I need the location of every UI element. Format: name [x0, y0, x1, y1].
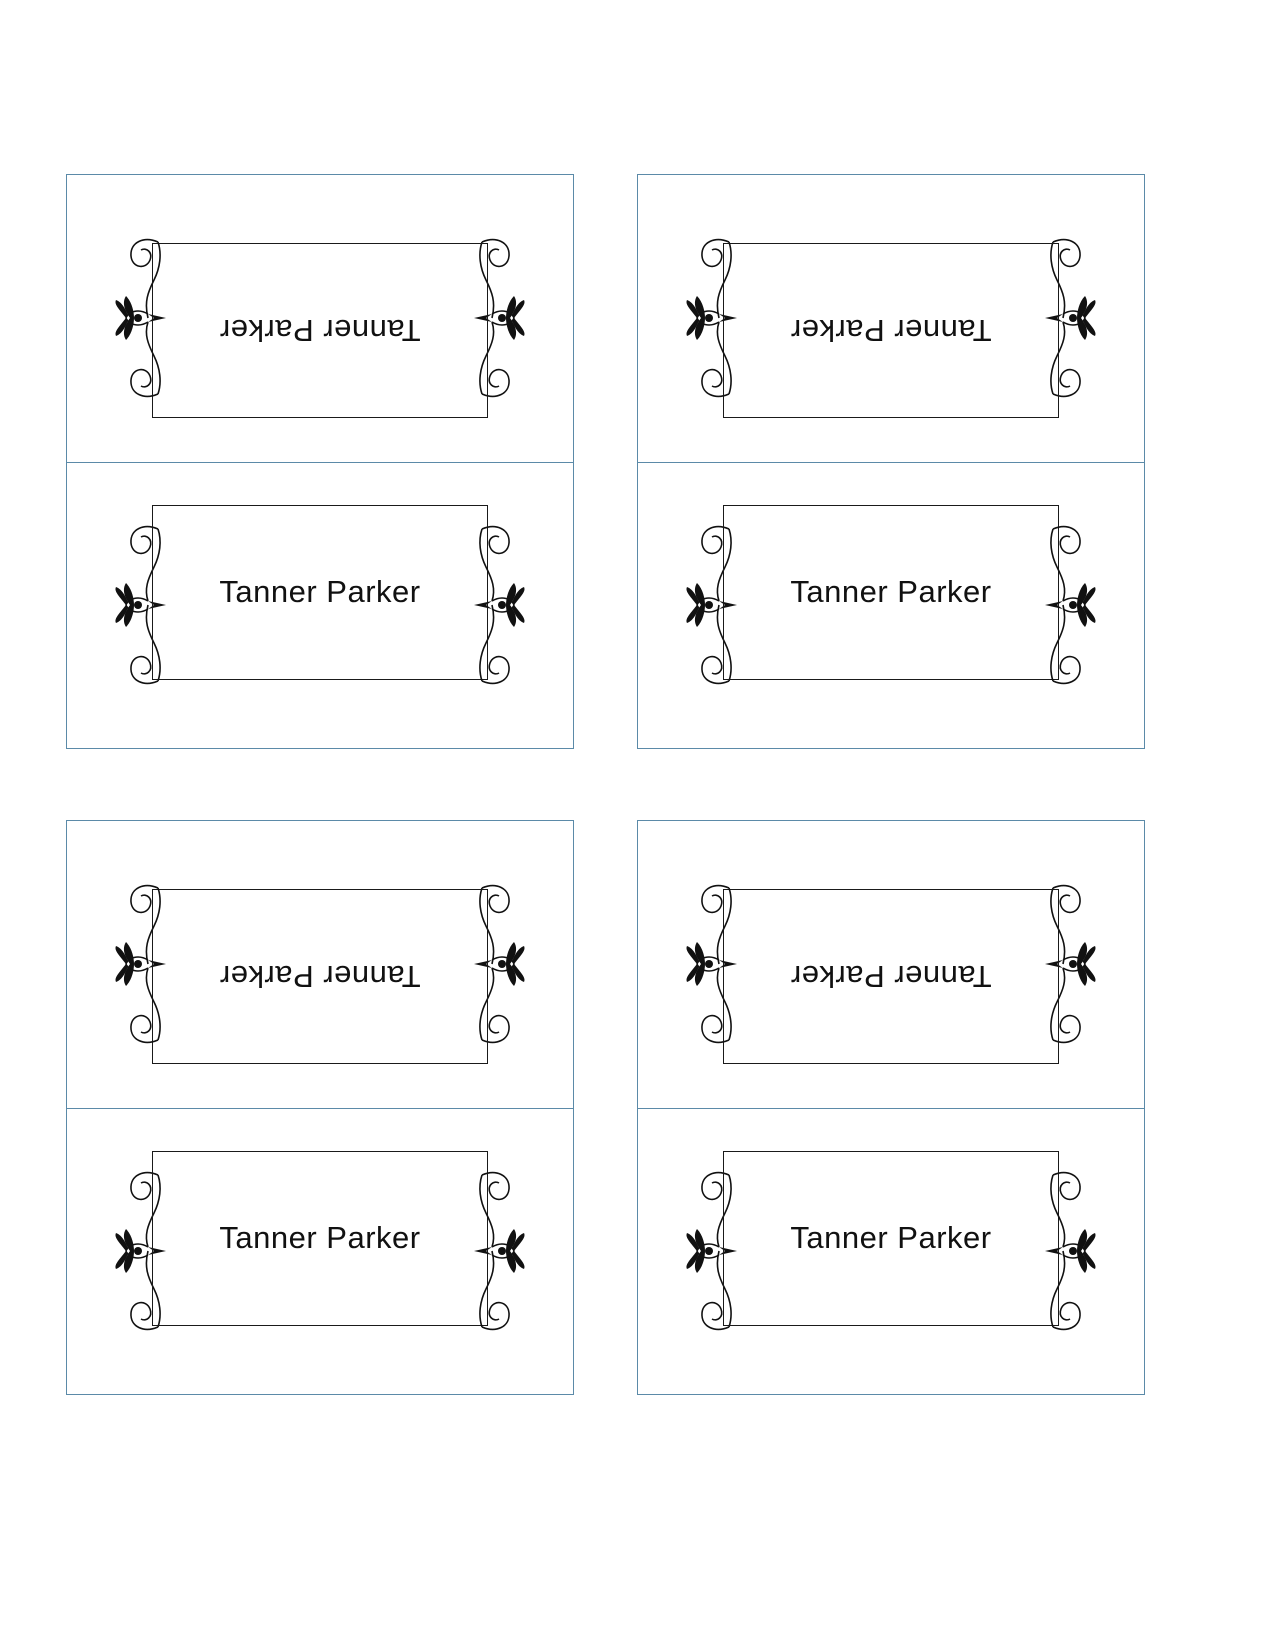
guest-name: Tanner Parker	[219, 313, 421, 349]
flourish-ornament-icon	[114, 230, 176, 406]
guest-name: Tanner Parker	[219, 1220, 421, 1256]
name-plate-group	[110, 505, 530, 705]
flourish-ornament-icon	[464, 1163, 526, 1339]
guest-name: Tanner Parker	[219, 959, 421, 995]
name-plate	[723, 889, 1059, 1064]
name-plate-group	[681, 864, 1101, 1064]
card-half-bottom[interactable]	[67, 1108, 573, 1395]
guest-name: Tanner Parker	[790, 1220, 992, 1256]
place-card[interactable]	[66, 820, 574, 1395]
flourish-ornament-icon	[685, 230, 747, 406]
name-plate-group	[681, 1151, 1101, 1351]
card-half-bottom[interactable]	[67, 462, 573, 749]
flourish-ornament-icon	[464, 517, 526, 693]
card-half-bottom[interactable]	[638, 1108, 1144, 1395]
name-plate	[152, 1151, 488, 1326]
place-card[interactable]	[66, 174, 574, 749]
name-plate-group	[681, 218, 1101, 418]
name-plate-group	[110, 1151, 530, 1351]
name-plate	[723, 1151, 1059, 1326]
flourish-ornament-icon	[1035, 517, 1097, 693]
name-plate	[152, 505, 488, 680]
guest-name: Tanner Parker	[219, 574, 421, 610]
place-card[interactable]	[637, 820, 1145, 1395]
place-card[interactable]	[637, 174, 1145, 749]
place-card-grid	[66, 174, 1145, 1416]
card-half-top[interactable]	[638, 821, 1144, 1108]
name-plate-group	[110, 218, 530, 418]
card-half-top[interactable]	[67, 175, 573, 462]
card-half-bottom[interactable]	[638, 462, 1144, 749]
flourish-ornament-icon	[114, 876, 176, 1052]
name-plate	[723, 243, 1059, 418]
name-plate-group	[681, 505, 1101, 705]
name-plate	[152, 889, 488, 1064]
name-plate	[723, 505, 1059, 680]
card-half-top[interactable]	[67, 821, 573, 1108]
flourish-ornament-icon	[1035, 1163, 1097, 1339]
name-plate-group	[110, 864, 530, 1064]
flourish-ornament-icon	[685, 876, 747, 1052]
card-half-top[interactable]	[638, 175, 1144, 462]
guest-name: Tanner Parker	[790, 959, 992, 995]
guest-name: Tanner Parker	[790, 313, 992, 349]
guest-name: Tanner Parker	[790, 574, 992, 610]
name-plate	[152, 243, 488, 418]
